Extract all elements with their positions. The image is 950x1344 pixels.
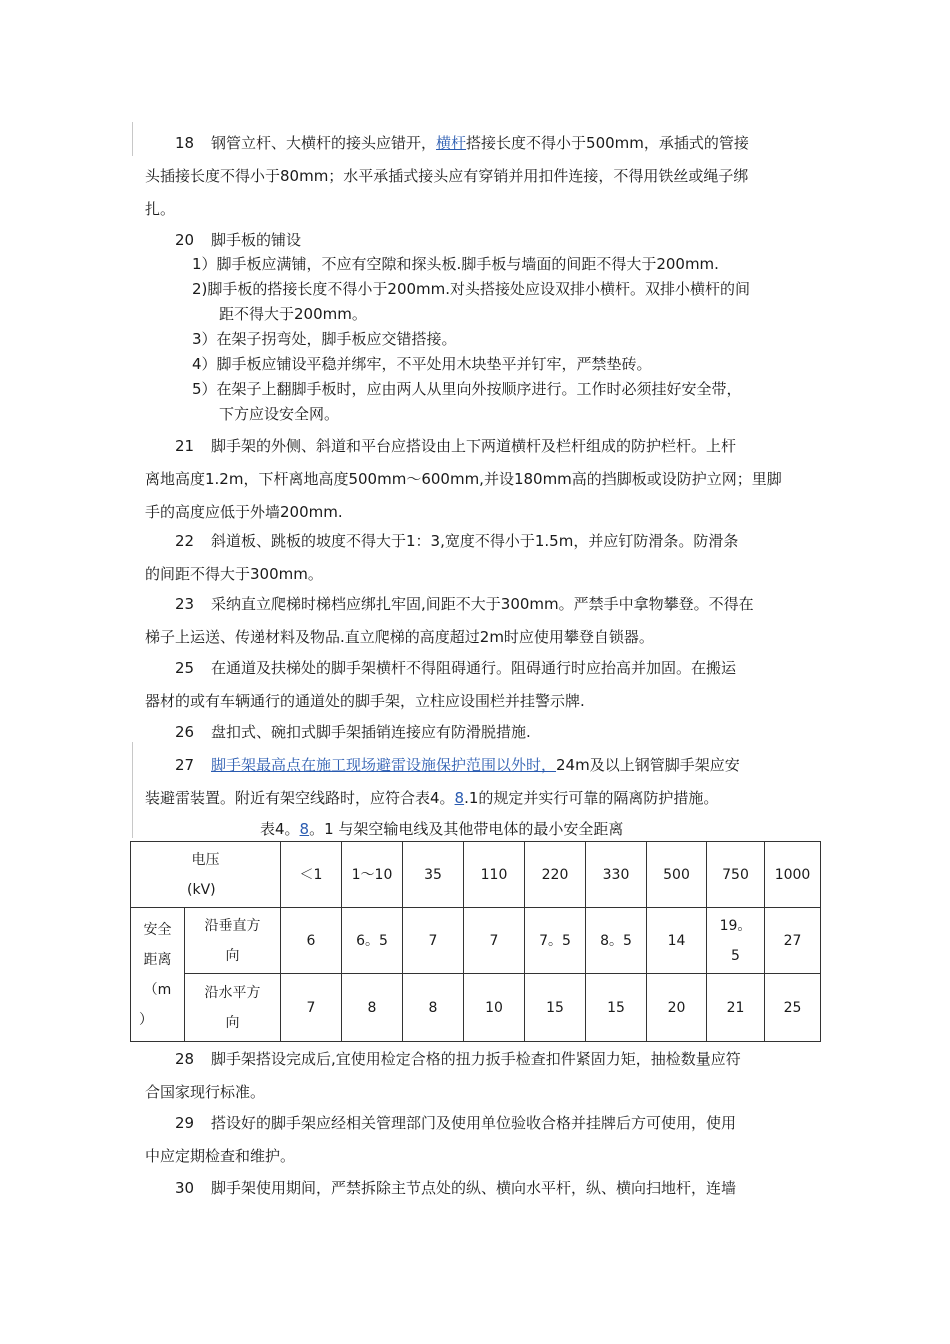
voltage-cell: 220 [525, 842, 586, 908]
distance-cell: 10 [464, 974, 525, 1042]
distance-cell: 6 [281, 908, 342, 974]
list-item: 1）脚手板应满铺，不应有空隙和探头板.脚手板与墙面的间距不得大于200mm. [192, 255, 719, 273]
distance-cell: 7 [403, 908, 464, 974]
horizontal-direction-label: 沿水平方 向 [185, 974, 281, 1042]
distance-cell: 7 [281, 974, 342, 1042]
distance-cell: 6。5 [342, 908, 403, 974]
voltage-cell: 750 [707, 842, 765, 908]
safety-distance-label: 安全 距离 （m ） [131, 908, 185, 1042]
paragraph-18: 18 钢管立杆、大横杆的接头应错开，横杆搭接长度不得小于500mm，承插式的管接 头插接长度不得小于80mm；水平承插式接头应有穿销并用扣件连接，不得用铁丝或绳子绑 扎。 [145, 134, 749, 218]
distance-cell: 15 [586, 974, 647, 1042]
distance-cell: 27 [765, 908, 821, 974]
distance-cell: 20 [647, 974, 707, 1042]
paragraph-29: 29 搭设好的脚手架应经相关管理部门及使用单位验收合格并挂牌后方可使用，使用 中应定期检查和维护。 [145, 1114, 737, 1165]
voltage-cell: 1～10 [342, 842, 403, 908]
paragraph-25: 25 在通道及扶梯处的脚手架横杆不得阻碍通行。阻碍通行时应抬高并加固。在搬运 器材的或有车辆通行的通道处的脚手架，立柱应设围栏并挂警示牌. [145, 659, 737, 710]
voltage-cell: ＜1 [281, 842, 342, 908]
list-item: 距不得大于200mm。 [219, 305, 367, 323]
voltage-cell: 500 [647, 842, 707, 908]
voltage-header: 电压 (kV) [131, 842, 281, 908]
distance-cell: 25 [765, 974, 821, 1042]
lightning-protection-link[interactable]: 脚手架最高点在施工现场避雷设施保护范围以外时， [211, 756, 557, 774]
voltage-cell: 330 [586, 842, 647, 908]
margin-bar [132, 742, 133, 838]
paragraph-28: 28 脚手架搭设完成后,宜使用检定合格的扭力扳手检查扣件紧固力矩，抽检数量应符 合国家现行标准。 [145, 1050, 741, 1101]
plank-list [192, 252, 807, 427]
safety-distance-table [130, 841, 821, 1042]
list-item: 3）在架子拐弯处，脚手板应交错搭接。 [192, 330, 457, 348]
voltage-cell: 110 [464, 842, 525, 908]
crossbar-link[interactable]: 横杆 [436, 134, 467, 152]
voltage-cell: 1000 [765, 842, 821, 908]
table-header-row [131, 842, 821, 908]
distance-cell: 15 [525, 974, 586, 1042]
list-item: 4）脚手板应铺设平稳并绑牢，不平处用木块垫平并钉牢，严禁垫砖。 [192, 355, 652, 373]
table-row [131, 908, 821, 974]
table-ref-link[interactable]: 8 [454, 789, 465, 807]
list-item: 下方应设安全网。 [219, 405, 340, 423]
table-caption: 表4。8。1 与架空输电线及其他带电体的最小安全距离 [260, 820, 624, 838]
distance-cell: 7。5 [525, 908, 586, 974]
distance-cell: 8 [342, 974, 403, 1042]
list-item: 5）在架子上翻脚手板时，应由两人从里向外按顺序进行。工作时必须挂好安全带， [192, 380, 742, 398]
paragraph-20-title: 20 脚手板的铺设 [175, 231, 302, 249]
distance-cell: 21 [707, 974, 765, 1042]
list-item: 2)脚手板的搭接长度不得小于200mm.对头搭接处应设双排小横杆。双排小横杆的间 [192, 280, 751, 298]
table-row [131, 974, 821, 1042]
distance-cell: 8 [403, 974, 464, 1042]
voltage-cell: 35 [403, 842, 464, 908]
paragraph-26: 26 盘扣式、碗扣式脚手架插销连接应有防滑脱措施. [175, 723, 531, 741]
distance-cell: 8。5 [586, 908, 647, 974]
paragraph-23: 23 采纳直立爬梯时梯档应绑扎牢固,间距不大于300mm。严禁手中拿物攀登。不得在 梯子上运送、传递材料及物品.直立爬梯的高度超过2m时应使用攀登自锁器。 [145, 595, 754, 646]
distance-cell: 7 [464, 908, 525, 974]
paragraph-22: 22 斜道板、跳板的坡度不得大于1：3,宽度不得小于1.5m，并应钉防滑条。防滑条 的间距不得大于300mm。 [145, 532, 739, 583]
distance-cell: 14 [647, 908, 707, 974]
margin-bar [132, 122, 133, 156]
vertical-direction-label: 沿垂直方 向 [185, 908, 281, 974]
paragraph-21: 21 脚手架的外侧、斜道和平台应搭设由上下两道横杆及栏杆组成的防护栏杆。上杆 离地高度1.2m，下杆离地高度500mm～600mm,并设180mm高的挡脚板或设防护立网；里脚 手的高度应低于外墙200mm. [145, 437, 782, 521]
paragraph-30: 30 脚手架使用期间，严禁拆除主节点处的纵、横向水平杆，纵、横向扫地杆，连墙 [175, 1179, 737, 1197]
caption-link[interactable]: 8 [299, 820, 310, 838]
distance-cell: 19。 5 [707, 908, 765, 974]
paragraph-27: 27 脚手架最高点在施工现场避雷设施保护范围以外时，24m及以上钢管脚手架应安 装避雷装置。附近有架空线路时，应符合表4。8.1的规定并实行可靠的隔离防护措施。 [145, 756, 740, 807]
